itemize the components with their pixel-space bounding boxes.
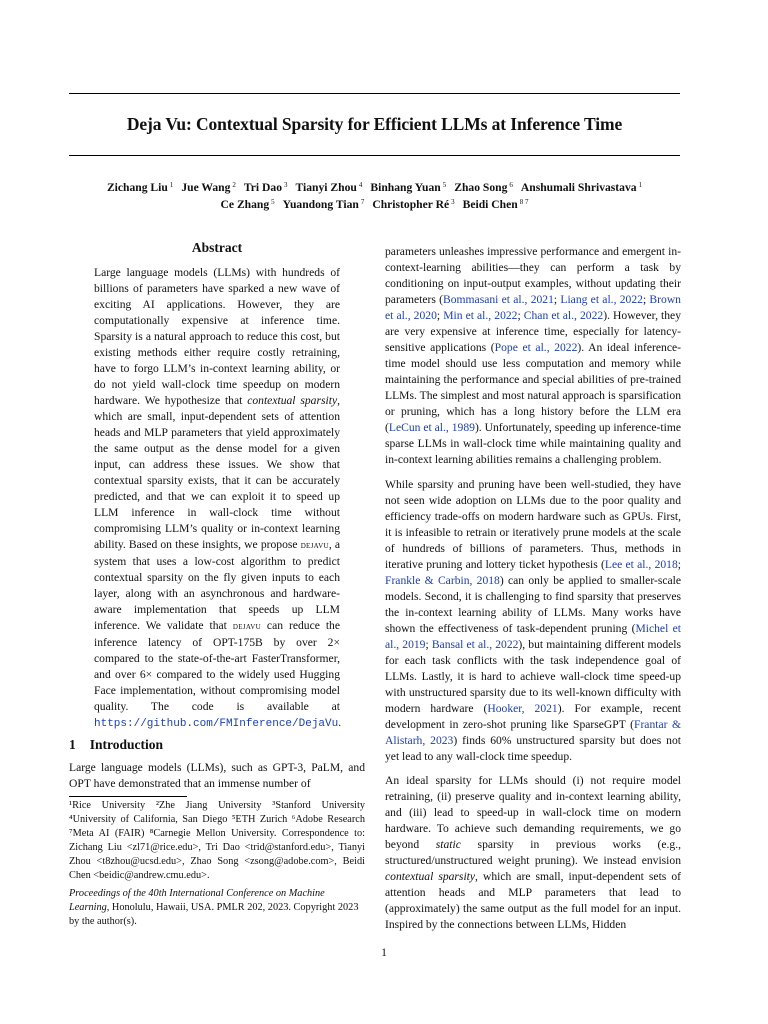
body-text: ) finds 60% unstructured sparsity but does not yet lead to any wall-clock time speedup. — [385, 734, 681, 763]
section-title: Introduction — [89, 737, 164, 752]
citation-link[interactable]: Frankle & Carbin, 2018 — [385, 574, 500, 587]
abstract-text: , which are small, input-dependent sets of attention heads and MLP parameters that yield approximately the same output as the dense model for a given input, can address these issues. We show that contextual sparsity exists, that it can be accurately predicted, and that we can exploit it to speed up LLM inference in wall-clock time without compromising LLM’s quality or in-context learning ability. Based on these insights, we propose — [94, 394, 340, 551]
proceedings-note — [69, 887, 365, 929]
citation-link[interactable]: Min et al., 2022 — [443, 309, 518, 322]
body-text: ; — [517, 309, 524, 322]
citation-link[interactable]: Bansal et al., 2022 — [431, 638, 519, 651]
author-name: Yuandong Tian $^7$ — [282, 198, 365, 211]
body-text: parameters unleashes impressive performance and emergent in-context-learning abilities—they can perform a task by conditioning on input-output examples, without updating their parameters ( — [385, 245, 681, 306]
affiliation-mark: 3 — [284, 181, 288, 189]
citation-link[interactable]: Liang et al., 2022 — [560, 293, 643, 306]
affiliation-mark: 4 — [358, 181, 363, 189]
intro-paragraph: Large language models (LLMs), such as GPT-3, PaLM, and OPT have demonstrated that an immense number of — [69, 761, 365, 790]
author-name: Tianyi Zhou $^4$ — [295, 181, 363, 194]
author-list-line-2 — [69, 198, 680, 211]
body-text: ), but maintaining different models for each task conflicts with the task independence goal of LLMs. Lastly, it is hard to achieve wall-clock time speed-up with unstructured sparsity due to its well-known difficulty with modern hardware ( — [385, 638, 682, 715]
section-heading — [69, 737, 163, 753]
proceedings-venue: Proceedings of the 40th International Conference on Machine Learning — [69, 888, 325, 913]
author-name: Zichang Liu $^1$ — [106, 181, 174, 194]
author-name: Tri Dao $^3$ — [243, 181, 288, 194]
body-text: , which are small, input-dependent sets of attention heads and MLP parameters that lead to (approximately) the same output as the full model for an input. Inspired by the connections between LLMs, Hidden — [385, 870, 681, 931]
body-text: ). For example, recent development in zero-shot pruning like SparseGPT ( — [385, 702, 682, 731]
top-rule — [69, 93, 680, 94]
affiliation-mark: 6 — [509, 181, 513, 189]
citation-link[interactable]: Frantar & Alistarh, 2023 — [385, 718, 682, 747]
author-name: Jue Wang $^2$ — [181, 181, 236, 194]
citation-link[interactable]: LeCun et al., 1989 — [388, 421, 475, 434]
footnote-rule — [69, 796, 187, 797]
body-text: ) can only be applied to smaller-scale models. Second, it is challenging to find sparsity that preserves the in-context learning ability of LLMs. Many works have shown the effectiveness of task-dependent pruning ( — [385, 574, 681, 635]
body-text: ). However, they are very expensive at inference time, especially for latency-sensitive applications ( — [385, 309, 682, 354]
system-name: dejavu — [232, 621, 261, 632]
affiliation-mark: 7 — [360, 198, 365, 206]
abstract-text: . — [338, 716, 342, 729]
body-text: ). Unfortunately, speeding up inference-time sparse LLMs in wall-clock time while maintaining quality and in-context learning abilities remains a challenging problem. — [385, 421, 681, 466]
affiliations-footnote: ¹Rice University ²Zhe Jiang University ³Stanford University ⁴University of California, San Diego ⁵ETH Zurich ⁶Adobe Research ⁷Meta AI (FAIR) ⁸Carnegie Mellon University. Correspondence to: Zichang Liu <zl71@rice.edu>, Tri Dao <trid@stanford.edu>, Tianyi Zhou <t8zhou@ucsd.edu>, Zhao Song <zsong@adobe.com>, Beidi Chen <beidic@andrew.cmu.edu>. — [69, 800, 365, 881]
paper-title: Deja Vu: Contextual Sparsity for Efficient LLMs at Inference Time — [126, 114, 623, 134]
author-list-line-1 — [69, 181, 680, 194]
right-paragraph-2 — [385, 477, 681, 765]
emphasis-text: contextual sparsity — [385, 870, 476, 883]
proceedings-copyright: , Honolulu, Hawaii, USA. PMLR 202, 2023. Copyright 2023 by the author(s). — [69, 902, 359, 927]
right-paragraph-1 — [385, 244, 681, 468]
citation-link[interactable]: Lee et al., 2018 — [604, 558, 678, 571]
author-name: Ce Zhang $^5$ — [220, 198, 275, 211]
emphasis-text: static — [435, 838, 461, 851]
abstract-heading: Abstract — [191, 240, 243, 255]
citation-link[interactable]: Hooker, 2021 — [487, 702, 558, 715]
author-name: Beidi Chen $^{8 7}$ — [462, 198, 529, 211]
author-name: Binhang Yuan $^5$ — [370, 181, 447, 194]
system-name: dejavu — [300, 540, 329, 551]
affiliation-mark: 2 — [232, 181, 236, 189]
abstract-body — [94, 265, 340, 732]
title-bottom-rule — [69, 155, 680, 156]
affiliation-mark: 1 — [169, 181, 174, 189]
section-number: 1 — [69, 737, 76, 752]
code-link[interactable]: https://github.com/FMInference/DejaVu — [94, 718, 339, 730]
right-paragraph-3 — [385, 773, 681, 933]
body-text: ; — [553, 293, 561, 306]
citation-link[interactable]: Michel et al., 2019 — [385, 622, 681, 651]
affiliation-mark: 8 7 — [519, 198, 529, 206]
body-text: ). An ideal inference-time model should use less computation and memory while maintaining the performance and special abilities of pre-trained LLMs. The simplest and most natural approach is sparsification or pruning, which has a long history before the LLM era ( — [385, 341, 681, 434]
author-name: Zhao Song $^6$ — [454, 181, 513, 194]
author-name: Christopher Ré $^3$ — [372, 198, 455, 211]
author-name: Anshumali Shrivastava $^1$ — [520, 181, 643, 194]
body-text: An ideal sparsity for LLMs should (i) not require model retraining, (ii) preserve quality and in-context learning ability, and (iii) lead to speed-up in wall-clock time on modern hardware. To achieve such demanding requirements, we go beyond — [385, 774, 681, 851]
body-text: ; — [425, 638, 432, 651]
abstract-text: Large language models (LLMs) with hundreds of billions of parameters have sparked a new wave of exciting AI applications. However, they are computationally expensive at inference time. Sparsity is a natural approach to reduce this cost, but existing methods either require costly retraining, have to forgo LLM’s in-context learning ability, or do not yield wall-clock time speedup on modern hardware. We hypothesize that — [94, 266, 340, 407]
page-number: 1 — [381, 946, 387, 959]
affiliation-mark: 5 — [271, 198, 275, 206]
citation-link[interactable]: Pope et al., 2022 — [494, 341, 578, 354]
body-text: sparsity in previous works (e.g., structured/unstructured weight pruning). We instead envision — [385, 838, 681, 867]
affiliation-mark: 5 — [442, 181, 447, 189]
abstract-text: , a system that uses a low-cost algorithm to predict contextual sparsity on the fly given inputs to each layer, along with an asynchronous and hardware-aware implementation that speeds up LLM inference. We validate that — [94, 538, 340, 632]
citation-link[interactable]: Chan et al., 2022 — [523, 309, 604, 322]
body-text: ; — [677, 558, 681, 571]
abstract-text: can reduce the inference latency of OPT-175B by over 2× compared to the state-of-the-art FasterTransformer, and over 6× compared to the widely used Hugging Face implementation, without compromising model quality. The code is available at — [94, 619, 340, 713]
body-text: While sparsity and pruning have been well-studied, they have not seen wide adoption on LLMs due to the poor quality and efficiency trade-offs on modern hardware such as GPUs. First, it is infeasible to retrain or iteratively prune models at the scale of hundreds of billions of parameters. Thus, methods in iterative pruning and lottery ticket hypothesis ( — [385, 478, 681, 571]
affiliation-mark: 3 — [451, 198, 455, 206]
abstract-emphasis: contextual sparsity — [247, 394, 338, 407]
citation-link[interactable]: Brown et al., 2020 — [385, 293, 681, 322]
body-text: ; — [436, 309, 444, 322]
affiliation-mark: 1 — [638, 181, 643, 189]
body-text: ; — [642, 293, 650, 306]
citation-link[interactable]: Bommasani et al., 2021 — [442, 293, 554, 306]
